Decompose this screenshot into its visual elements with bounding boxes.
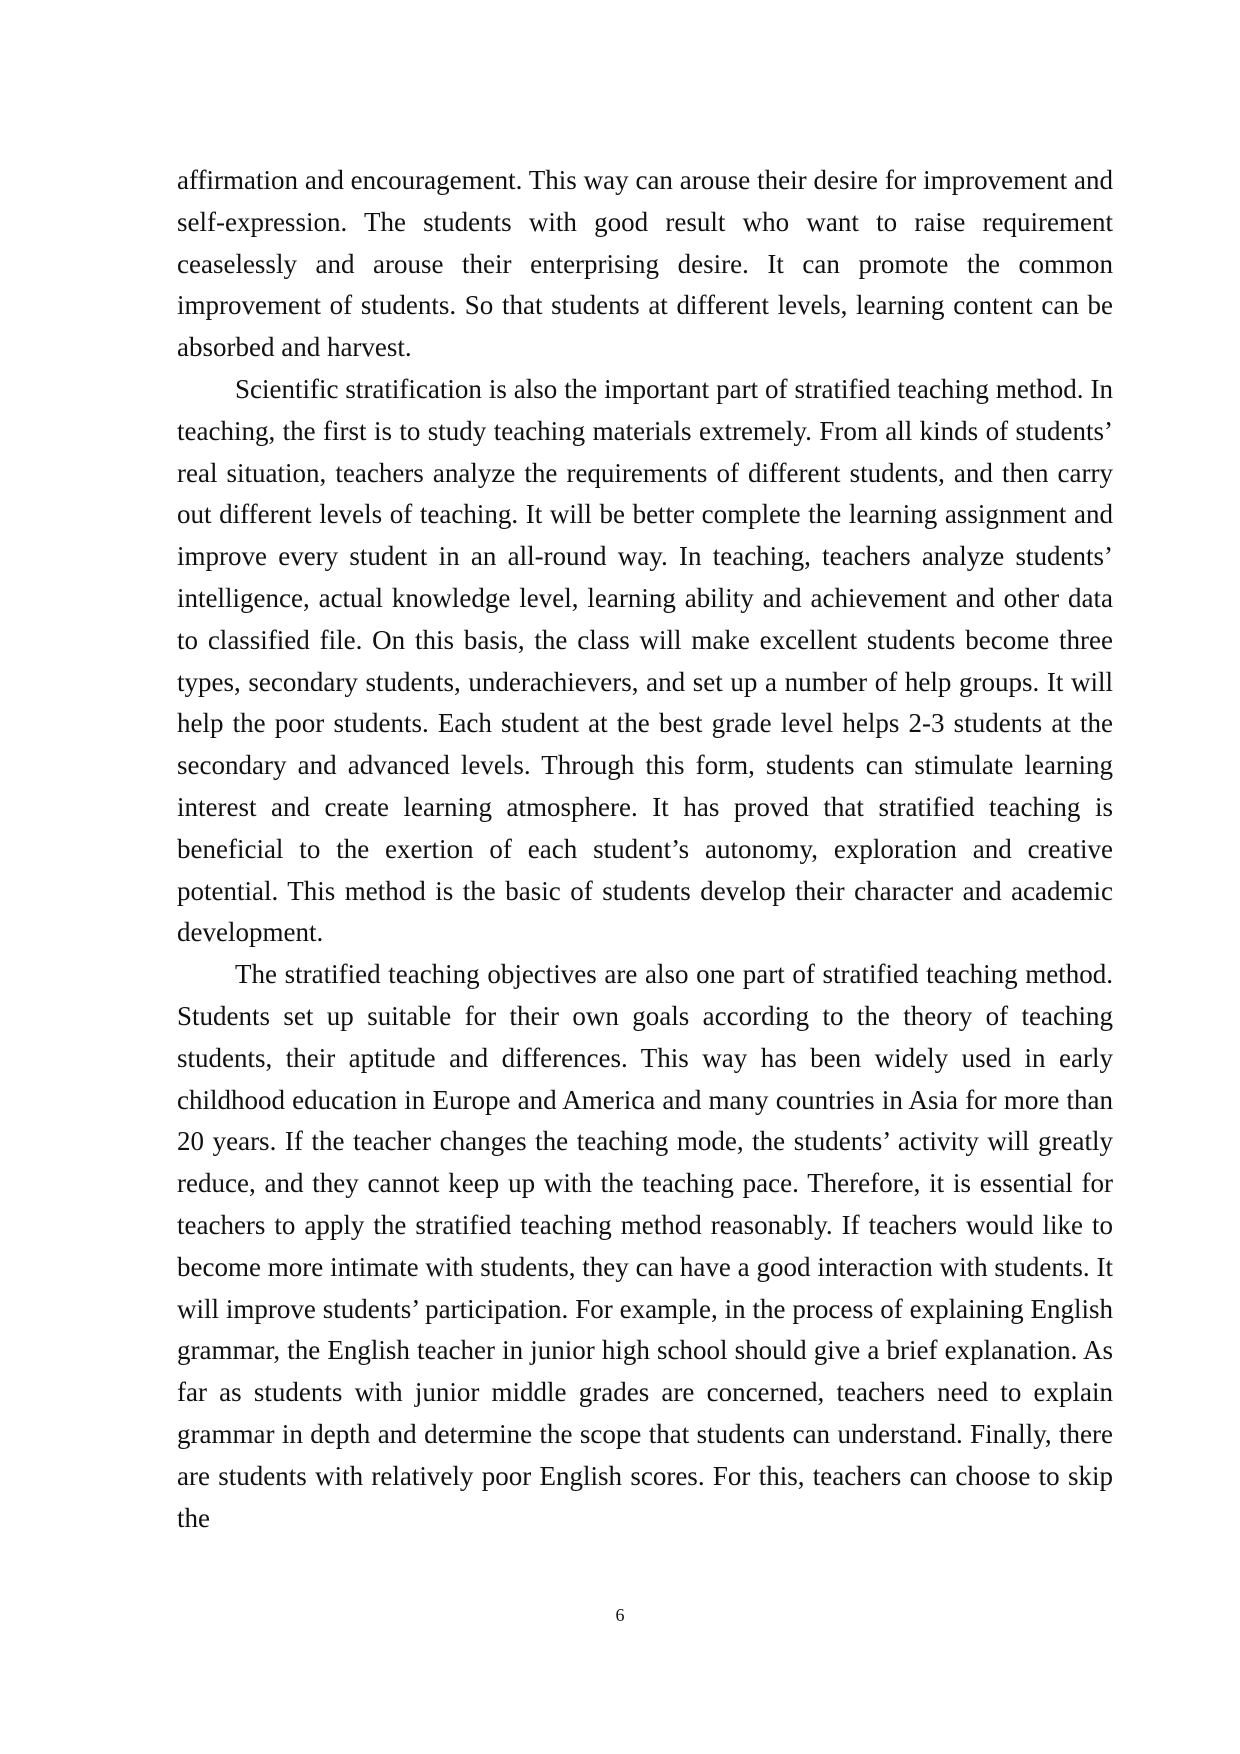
page-number: 6 <box>615 1605 625 1625</box>
page-body <box>177 160 1113 1539</box>
paragraph: Scientific stratification is also the important part of stratified teaching method. In teaching, the first is to study teaching materials extremely. From all kinds of students’ real situation, teachers analyze the requirements of different students, and then carry out different levels of teaching. It will be better complete the learning assignment and improve every student in an all-round way. In teaching, teachers analyze students’ intelligence, actual knowledge level, learning ability and achievement and other data to classified file. On this basis, the class will make excellent students become three types, secondary students, underachievers, and set up a number of help groups. It will help the poor students. Each student at the best grade level helps 2-3 students at the secondary and advanced levels. Through this form, students can stimulate learning interest and create learning atmosphere. It has proved that stratified teaching is beneficial to the exertion of each student’s autonomy, exploration and creative potential. This method is the basic of students develop their character and academic development. <box>177 373 1113 948</box>
paragraph: The stratified teaching objectives are also one part of stratified teaching method. Students set up suitable for their own goals according to the theory of teaching students, their aptitude and differences. This way has been widely used in early childhood education in Europe and America and many countries in Asia for more than 20 years. If the teacher changes the teaching mode, the students’ activity will greatly reduce, and they cannot keep up with the teaching pace. Therefore, it is essential for teachers to apply the stratified teaching method reasonably. If teachers would like to become more intimate with students, they can have a good interaction with students. It will improve students’ participation. For example, in the process of explaining English grammar, the English teacher in junior high school should give a brief explanation. As far as students with junior middle grades are concerned, teachers need to explain grammar in depth and determine the scope that students can understand. Finally, there are students with relatively poor English scores. For this, teachers can choose to skip the <box>177 959 1113 1533</box>
paragraph: affirmation and encouragement. This way can arouse their desire for improvement and self-expression. The students with good result who want to raise requirement ceaselessly and arouse their enterprising desire. It can promote the common improvement of students. So that students at different levels, learning content can be absorbed and harvest. <box>177 165 1113 363</box>
